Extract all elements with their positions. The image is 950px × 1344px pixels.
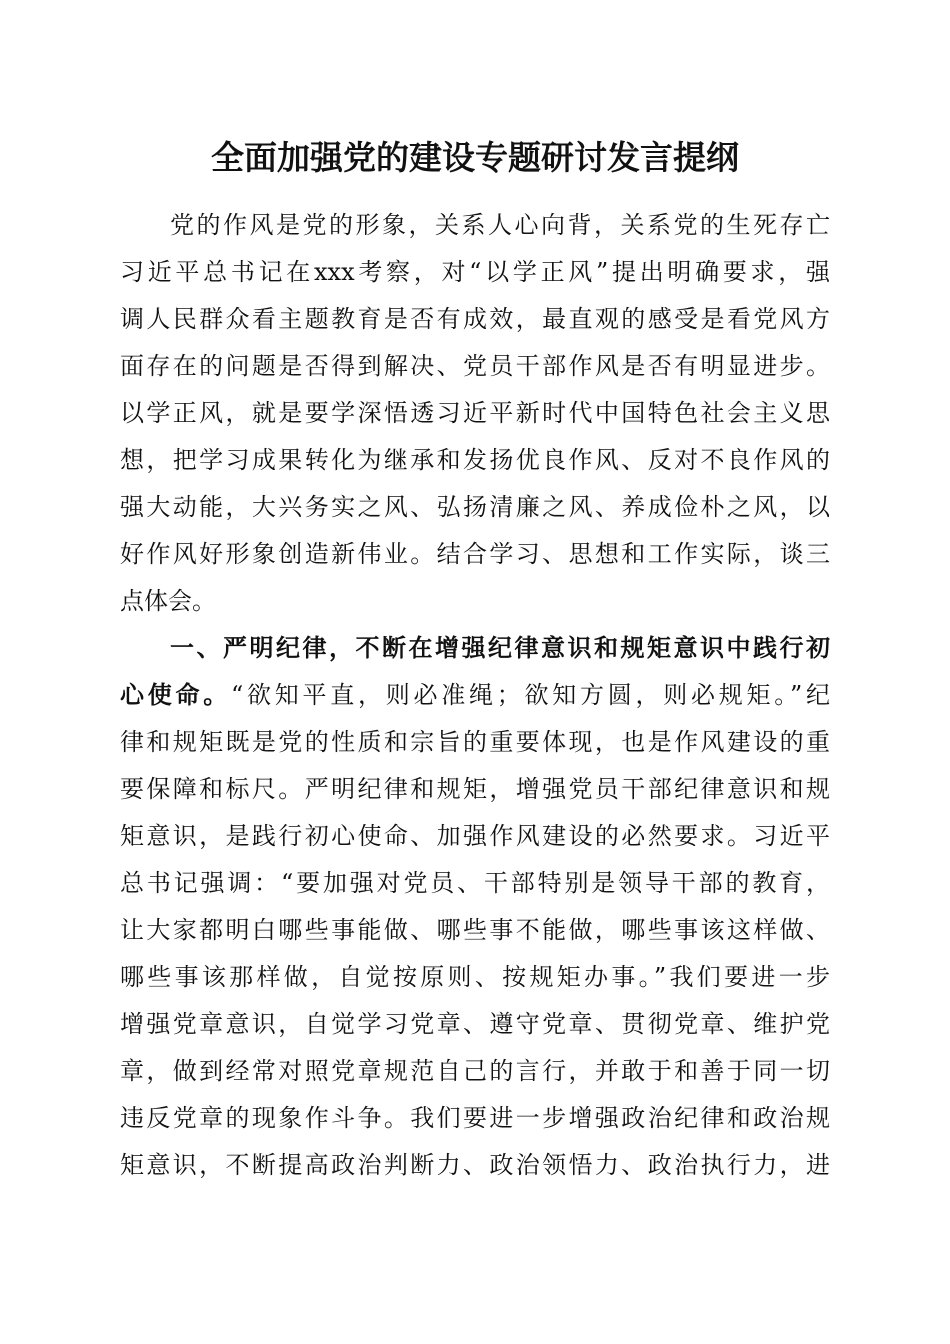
body-text: 要保障和标尺。严明纪律和规矩，增强党员干部纪律意识和规 [120, 775, 830, 803]
body-line [120, 343, 830, 390]
body-line [120, 813, 830, 860]
document-body [120, 202, 830, 1189]
body-line [120, 1095, 830, 1142]
body-line [120, 625, 830, 672]
body-line [120, 860, 830, 907]
body-text: 让大家都明白哪些事能做、哪些事不能做，哪些事该这样做、 [120, 916, 830, 944]
body-text: 点体会。 [120, 587, 216, 615]
body-line [120, 719, 830, 766]
body-text: 强大动能，大兴务实之风、弘扬清廉之风、养成俭朴之风，以 [120, 493, 830, 521]
body-text: 章，做到经常对照党章规范自己的言行，并敢于和善于同一切 [120, 1057, 830, 1085]
body-line [120, 390, 830, 437]
body-line [120, 1048, 830, 1095]
body-line [120, 578, 830, 625]
body-line [120, 1142, 830, 1189]
body-line [120, 202, 830, 249]
body-text: 想，把学习成果转化为继承和发扬优良作风、反对不良作风的 [120, 446, 830, 474]
body-text: 以学正风，就是要学深悟透习近平新时代中国特色社会主义思 [120, 399, 830, 427]
body-text: 面存在的问题是否得到解决、党员干部作风是否有明显进步。 [120, 352, 830, 380]
body-line [120, 672, 830, 719]
body-text: “欲知平直，则必准绳；欲知方圆，则必规矩。”纪 [231, 681, 830, 709]
body-line [120, 296, 830, 343]
body-line [120, 1001, 830, 1048]
body-text: 调人民群众看主题教育是否有成效，最直观的感受是看党风方 [120, 305, 830, 333]
body-text: 总书记强调：“要加强对党员、干部特别是领导干部的教育， [120, 869, 830, 897]
section-heading-text: 一、严明纪律，不断在增强纪律意识和规矩意识中践行初 [170, 634, 830, 662]
body-text: 增强党章意识，自觉学习党章、遵守党章、贯彻党章、维护党 [120, 1010, 830, 1038]
body-line [120, 437, 830, 484]
body-line [120, 249, 830, 296]
body-text: 好作风好形象创造新伟业。结合学习、思想和工作实际，谈三 [120, 540, 830, 568]
body-line [120, 766, 830, 813]
body-line [120, 531, 830, 578]
body-text: 律和规矩既是党的性质和宗旨的重要体现，也是作风建设的重 [120, 728, 830, 756]
body-text: 矩意识，不断提高政治判断力、政治领悟力、政治执行力，进 [120, 1151, 830, 1179]
body-text: 党的作风是党的形象，关系人心向背，关系党的生死存亡 [170, 211, 830, 239]
body-line [120, 954, 830, 1001]
body-text: 习近平总书记在xxx考察，对“以学正风”提出明确要求，强 [120, 258, 830, 286]
body-text: 矩意识，是践行初心使命、加强作风建设的必然要求。习近平 [120, 822, 830, 850]
body-line [120, 484, 830, 531]
document-title: 全面加强党的建设专题研讨发言提纲 [211, 138, 739, 177]
body-text: 违反党章的现象作斗争。我们要进一步增强政治纪律和政治规 [120, 1104, 830, 1132]
body-line [120, 907, 830, 954]
body-text: 哪些事该那样做，自觉按原则、按规矩办事。”我们要进一步 [120, 963, 830, 991]
section-heading-text: 心使命。 [120, 681, 231, 709]
